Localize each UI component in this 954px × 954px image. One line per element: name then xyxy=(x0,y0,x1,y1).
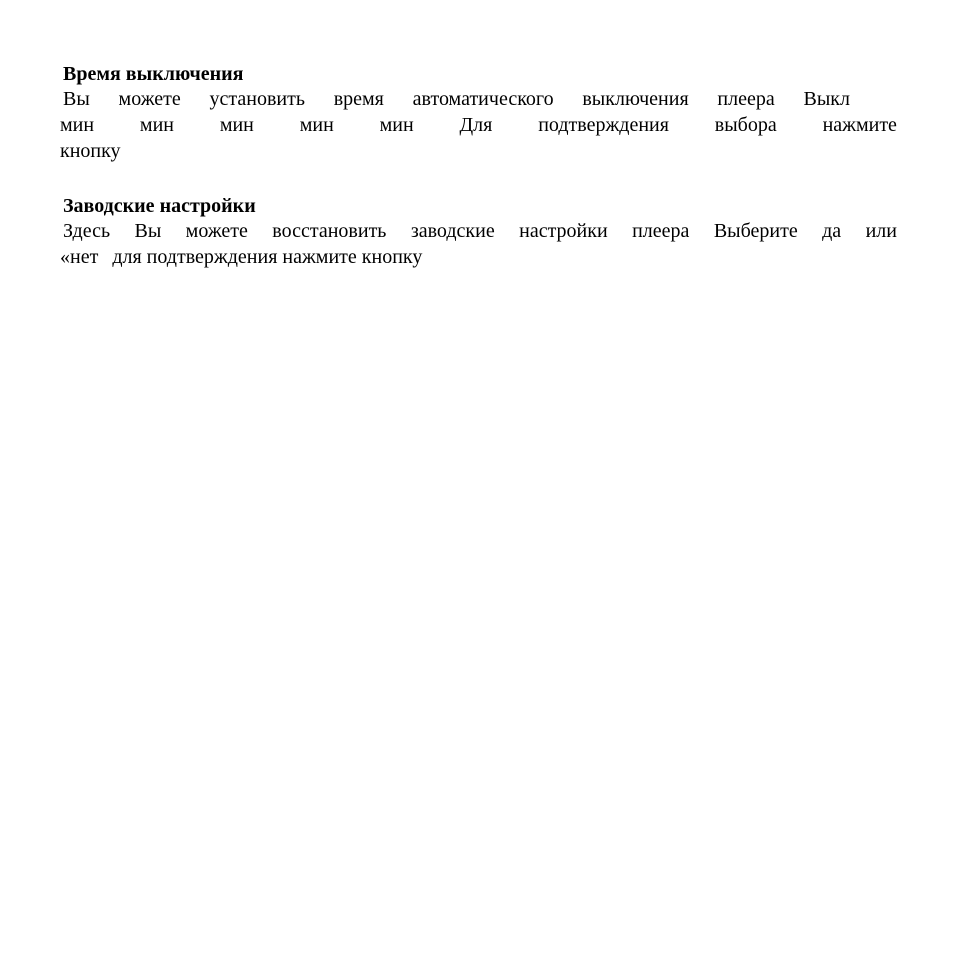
section-shutdown-time xyxy=(60,62,897,164)
word: нажмите xyxy=(822,114,897,136)
word: время xyxy=(333,88,384,110)
word: мин xyxy=(379,114,414,136)
paragraph-line xyxy=(60,218,897,244)
word: выбора xyxy=(714,114,777,136)
word: да xyxy=(822,220,842,242)
word: Выкл xyxy=(803,88,850,110)
word: подтверждения xyxy=(538,114,669,136)
section-factory-settings xyxy=(60,194,897,270)
paragraph-line xyxy=(60,86,850,112)
word: «нет xyxy=(60,246,99,268)
word: мин xyxy=(299,114,334,136)
section-heading: Заводские настройки xyxy=(63,195,256,217)
word: Вы xyxy=(134,220,162,242)
word: Здесь xyxy=(63,220,111,242)
word: выключения xyxy=(582,88,689,110)
word: автоматического xyxy=(412,88,554,110)
word: Выберите xyxy=(713,220,798,242)
word: кнопку xyxy=(60,140,121,162)
word: восстановить xyxy=(272,220,387,242)
word: или xyxy=(865,220,897,242)
word: можете xyxy=(118,88,181,110)
section-heading: Время выключения xyxy=(63,63,244,85)
word: мин xyxy=(60,114,95,136)
word: мин xyxy=(219,114,254,136)
word: заводские xyxy=(410,220,495,242)
word: настройки xyxy=(519,220,608,242)
word: для подтверждения нажмите кнопку xyxy=(112,246,423,268)
word: мин xyxy=(139,114,174,136)
paragraph-line xyxy=(60,244,897,270)
word: можете xyxy=(185,220,248,242)
word: Вы xyxy=(63,88,90,110)
word: установить xyxy=(209,88,305,110)
word: плеера xyxy=(632,220,690,242)
word: Для xyxy=(459,114,493,136)
paragraph-line xyxy=(60,138,897,164)
paragraph-line xyxy=(60,112,897,138)
word: плеера xyxy=(717,88,775,110)
